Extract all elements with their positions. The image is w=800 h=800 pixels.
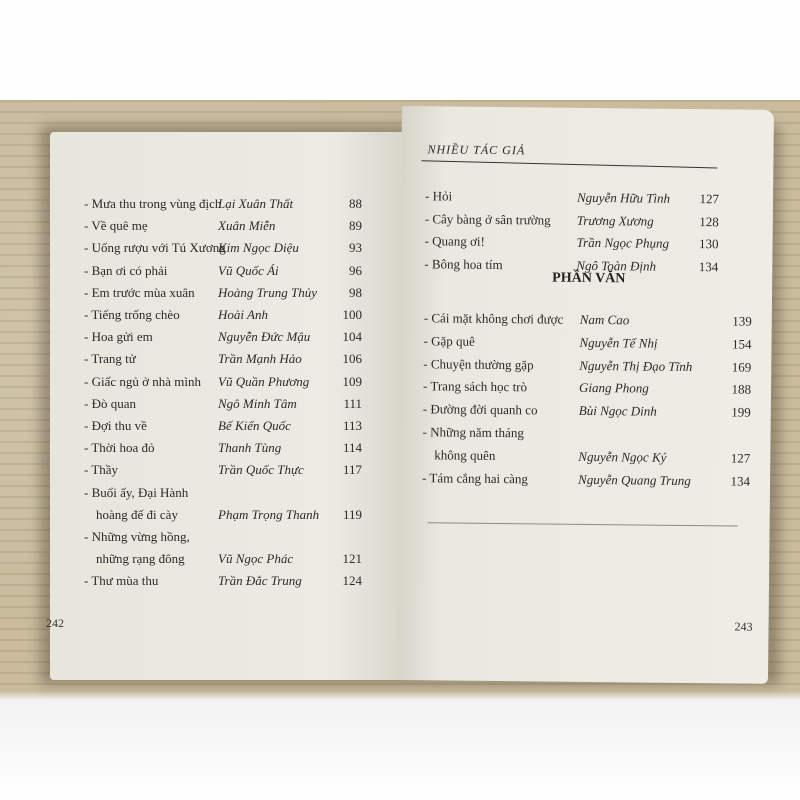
toc-author: Nguyễn Đức Mậu bbox=[218, 329, 311, 345]
toc-author: Ngô Toàn Định bbox=[576, 257, 657, 274]
toc-author: Vũ Quần Phương bbox=[218, 373, 310, 389]
toc-title: - Uống rượu với Tú Xương bbox=[84, 240, 226, 256]
toc-author: Phạm Trọng Thanh bbox=[218, 506, 320, 522]
toc-title: - Tám cẳng hai càng bbox=[422, 469, 529, 486]
footer-rule bbox=[428, 522, 738, 526]
toc-page-number: 89 bbox=[349, 218, 362, 234]
toc-title: - Bạn ơi có phải bbox=[84, 262, 168, 278]
toc-author: Hoài Anh bbox=[218, 307, 268, 322]
toc-title: - Mưa thu trong vùng địch bbox=[84, 196, 222, 211]
toc-title: - Em trước mùa xuân bbox=[84, 284, 195, 300]
toc-page-number: 109 bbox=[342, 373, 362, 389]
toc-title: hoàng đế đi cày bbox=[96, 506, 178, 522]
toc-author: Vũ Quốc Ái bbox=[218, 262, 279, 278]
toc-title: - Hoa gửi em bbox=[84, 329, 153, 345]
toc-author: Nam Cao bbox=[579, 311, 630, 328]
toc-page-number: 93 bbox=[349, 240, 362, 256]
toc-entry bbox=[401, 210, 773, 229]
toc-page-number: 121 bbox=[342, 551, 362, 567]
toc-title: - Hỏi bbox=[424, 188, 453, 204]
toc-page-number: 130 bbox=[698, 236, 719, 252]
toc-page-number: 134 bbox=[698, 258, 719, 274]
toc-author: Hoàng Trung Thủy bbox=[218, 284, 317, 300]
toc-title: - Cây bàng ở sân trường bbox=[424, 210, 551, 228]
toc-page-number: 88 bbox=[349, 196, 362, 211]
section-title: PHẦN VĂN bbox=[552, 270, 626, 287]
toc-page-number: 188 bbox=[731, 381, 752, 398]
toc-page-number: 127 bbox=[730, 450, 751, 466]
toc-author: Lại Xuân Thất bbox=[218, 196, 294, 211]
toc-title: - Bông hoa tím bbox=[424, 255, 503, 272]
toc-author: Nguyễn Ngọc Ký bbox=[578, 448, 667, 465]
toc-page-number: 114 bbox=[342, 440, 362, 456]
toc-title: - Trang sách học trò bbox=[422, 378, 528, 395]
toc-title: - Tiếng trống chèo bbox=[84, 307, 180, 322]
toc-page-number: 134 bbox=[730, 473, 751, 489]
toc-title: - Đường đời quanh co bbox=[422, 401, 538, 418]
toc-title: - Thầy bbox=[84, 462, 119, 478]
toc-title: - Chuyện thường gặp bbox=[423, 355, 534, 372]
toc-author: Giang Phong bbox=[578, 380, 649, 396]
toc-title: - Trang tử bbox=[84, 351, 136, 367]
toc-author: Xuân Miễn bbox=[218, 218, 276, 234]
toc-title: - Về quê mẹ bbox=[84, 218, 148, 234]
toc-page-number: 128 bbox=[699, 213, 719, 229]
toc-entry bbox=[399, 378, 771, 398]
toc-entry bbox=[400, 255, 772, 274]
toc-page-number: 117 bbox=[342, 462, 362, 478]
toc-page-number: 124 bbox=[342, 573, 362, 589]
toc-entry bbox=[398, 447, 770, 466]
toc-entry bbox=[398, 469, 770, 489]
toc-title: - Thư mùa thu bbox=[84, 573, 159, 589]
toc-page-number: 96 bbox=[349, 262, 362, 278]
toc-title: - Những vừng hồng, bbox=[84, 529, 190, 544]
toc-entry bbox=[399, 424, 771, 441]
toc-page-number: 100 bbox=[342, 307, 362, 322]
toc-title: - Buổi ấy, Đại Hành bbox=[84, 484, 189, 500]
toc-author: Trần Đắc Trung bbox=[218, 573, 302, 589]
toc-title: - Gặp quê bbox=[423, 333, 475, 349]
header-rule bbox=[421, 160, 717, 168]
toc-page-number: 199 bbox=[731, 404, 751, 420]
toc-page-number: 111 bbox=[343, 395, 362, 411]
toc-page-number: 169 bbox=[731, 359, 752, 375]
toc-author: Thanh Tùng bbox=[218, 440, 282, 456]
toc-page-number: 106 bbox=[342, 351, 362, 367]
running-header: NHIỀU TÁC GIẢ bbox=[427, 142, 526, 158]
toc-title: - Thời hoa đỏ bbox=[84, 440, 155, 456]
toc-page-number: 154 bbox=[731, 336, 752, 352]
toc-page-number: 98 bbox=[349, 284, 362, 300]
toc-page-number: 119 bbox=[342, 506, 362, 522]
toc-title: những rạng đông bbox=[96, 551, 185, 567]
toc-page-number: 104 bbox=[342, 329, 362, 345]
left-page-number: 242 bbox=[46, 616, 64, 630]
toc-author: Nguyễn Tế Nhị bbox=[579, 334, 658, 351]
toc-author: Trần Mạnh Hảo bbox=[218, 351, 302, 367]
toc-title: - Quang ơi! bbox=[424, 233, 485, 249]
toc-author: Nguyễn Quang Trung bbox=[578, 471, 691, 488]
toc-author: Kim Ngọc Diệu bbox=[218, 240, 299, 256]
toc-entry bbox=[400, 310, 772, 329]
toc-entry bbox=[399, 401, 771, 420]
toc-page-number: 127 bbox=[699, 191, 720, 207]
toc-entry bbox=[401, 188, 773, 207]
toc-title: - Đợi thu về bbox=[84, 418, 147, 433]
toc-entry bbox=[400, 333, 772, 352]
toc-author: Trương Xương bbox=[576, 212, 654, 229]
toc-entry bbox=[401, 233, 773, 252]
toc-author: Bùi Ngọc Dinh bbox=[578, 403, 657, 419]
right-page-number: 243 bbox=[734, 619, 753, 634]
toc-author: Vũ Ngọc Phác bbox=[218, 551, 294, 567]
toc-title: - Đò quan bbox=[84, 395, 136, 411]
toc-title: - Những năm tháng bbox=[422, 424, 524, 441]
right-page bbox=[396, 106, 774, 684]
toc-title: - Giấc ngủ ở nhà mình bbox=[84, 373, 201, 389]
toc-author: Trần Quốc Thực bbox=[218, 462, 304, 478]
toc-title: - Cái mặt không chơi được bbox=[423, 310, 564, 327]
toc-author: Bế Kiến Quốc bbox=[218, 418, 291, 433]
toc-author: Ngô Minh Tâm bbox=[218, 395, 297, 411]
toc-title: không quên bbox=[434, 447, 496, 463]
toc-author: Trần Ngọc Phụng bbox=[576, 234, 670, 251]
left-page bbox=[46, 132, 402, 680]
toc-page-number: 139 bbox=[732, 313, 752, 329]
toc-page-number: 113 bbox=[342, 418, 362, 433]
toc-author: Nguyễn Hữu Tình bbox=[576, 189, 671, 206]
toc-author: Nguyễn Thị Đạo Tĩnh bbox=[579, 357, 693, 374]
toc-entry bbox=[399, 355, 771, 375]
